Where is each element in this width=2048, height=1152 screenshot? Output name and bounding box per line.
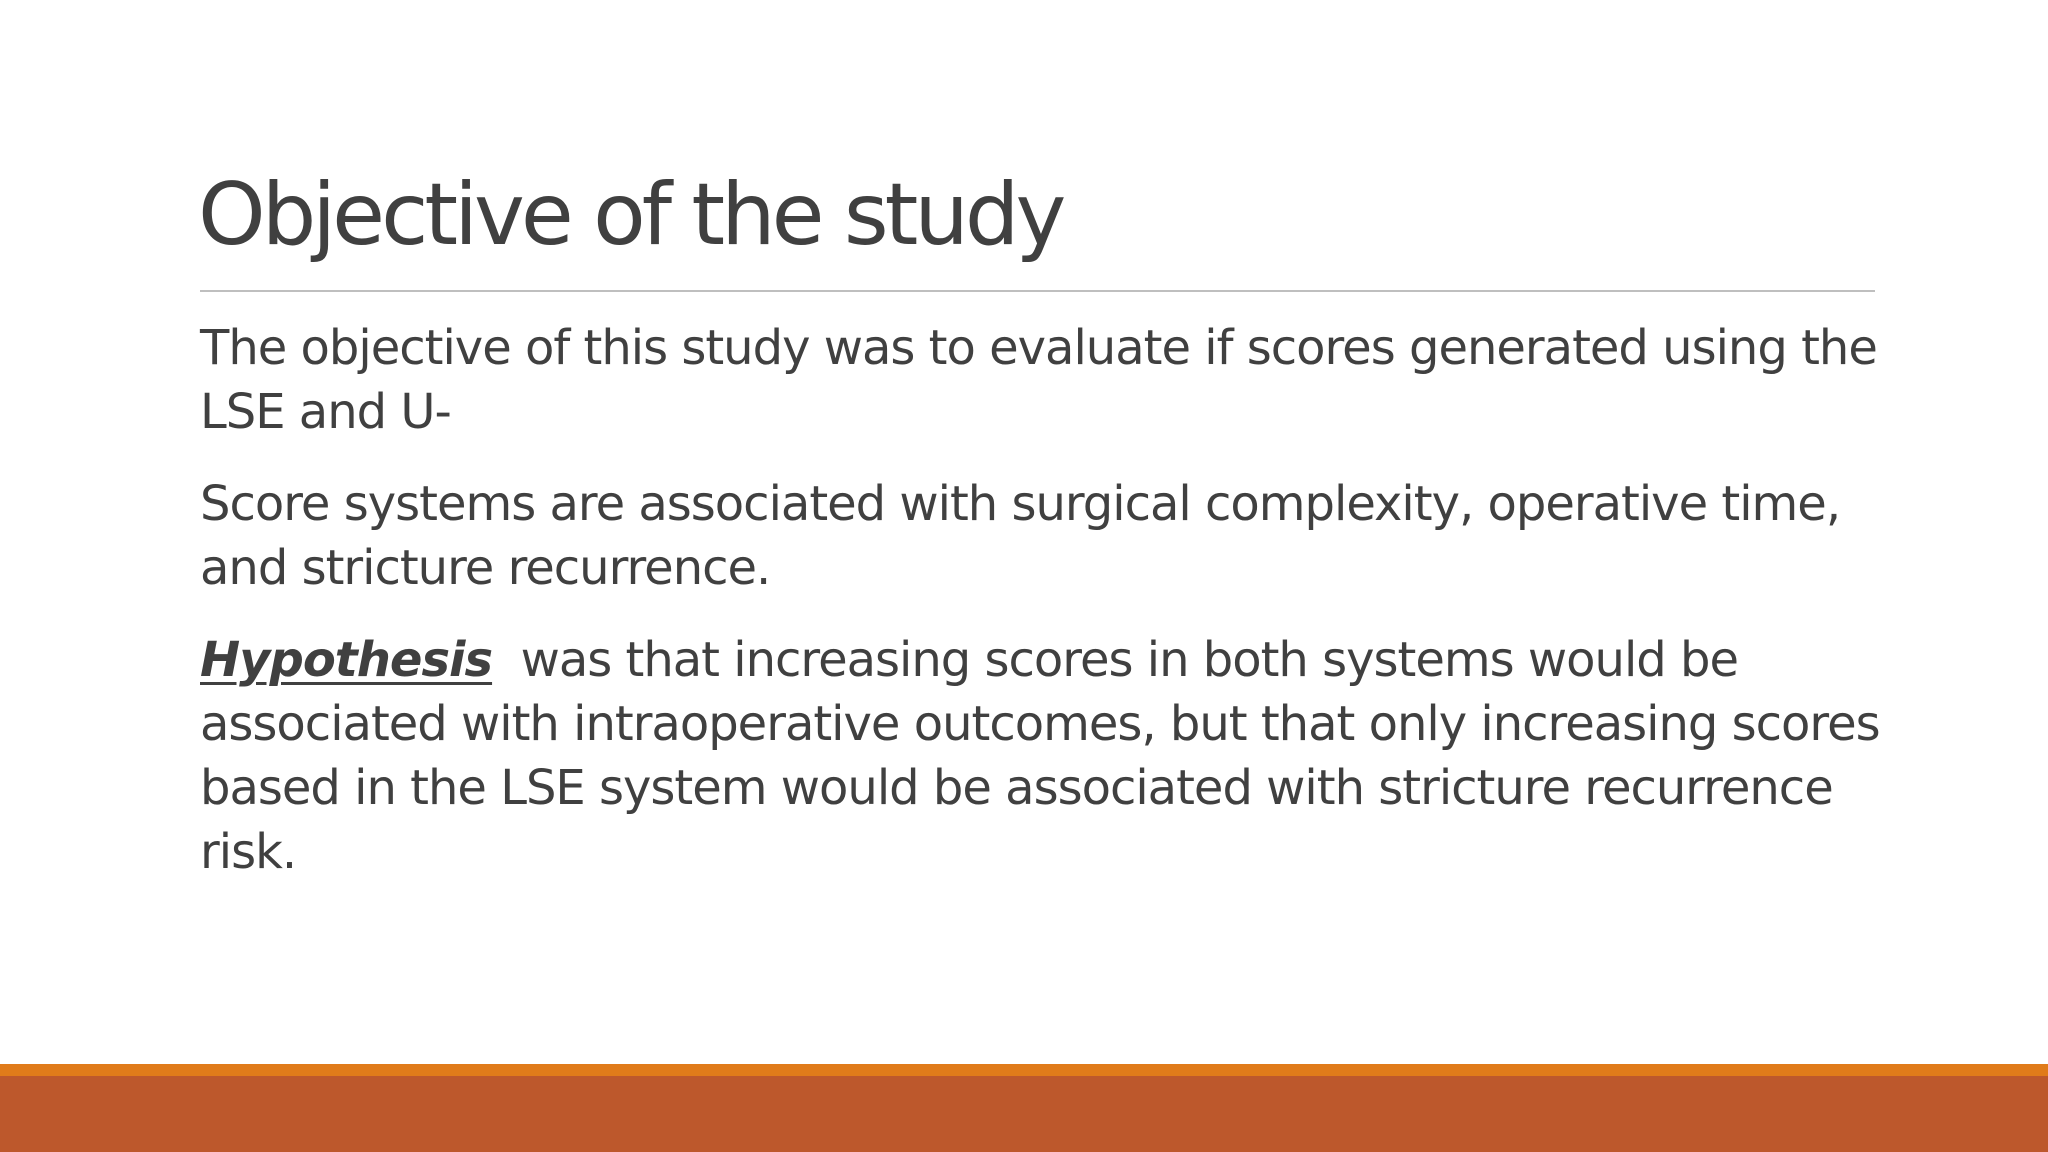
hypothesis-text: was that increasing scores in both systems would be associated with intraoperative outcomes, but that only increasing scores based in the LSE system would be associated with stricture recurrence risk. bbox=[200, 632, 1894, 880]
objective-paragraph-2: Score systems are associated with surgical complexity, operative time, and stricture recurrence. bbox=[200, 476, 1841, 596]
hypothesis-paragraph bbox=[200, 628, 1894, 884]
footer-accent-stripe bbox=[0, 1064, 2048, 1076]
title-divider bbox=[200, 290, 1875, 292]
slide-body bbox=[200, 316, 1894, 912]
objective-paragraph-1: The objective of this study was to evaluate if scores generated using the LSE and U- bbox=[200, 320, 1877, 440]
hypothesis-term: Hypothesis bbox=[200, 632, 493, 688]
footer-band bbox=[0, 1076, 2048, 1152]
slide-title: Objective of the study bbox=[198, 165, 1063, 265]
